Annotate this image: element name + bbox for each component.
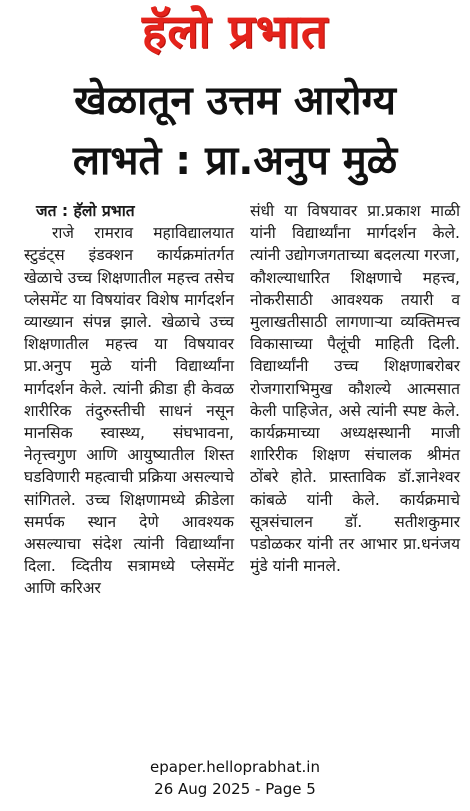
headline-line-1: खेळातून उत्तम आरोग्य xyxy=(74,78,396,124)
headline-line-2: लाभते : प्रा.अनुप मुळे xyxy=(72,138,398,184)
footer-site-url: epaper.helloprabhat.in xyxy=(150,758,320,776)
article-column-left xyxy=(24,200,234,600)
newspaper-masthead: हॅलो प्रभात xyxy=(141,4,329,58)
article-body-left: राजे रामराव महाविद्यालयात स्टुडंट्स इंडक्शन कार्यक्रमांतर्गत खेळाचे उच्च शिक्षणातील महत्त्व तसेच प्लेसमेंट या विषयांवर विशेष मार्गदर्शन व्याख्यान संपन्न झाले. खेळाचे उच्च शिक्षणातील महत्त्व या विषयावर प्रा.अनुप मुळे यांनी विद्यार्थ्यांना मार्गदर्शन केले. त्यांनी क्रीडा ही केवळ शारीरिक तंदुरुस्तीची साधनं नसून मानसिक स्वास्थ्य, संघभावना, नेतृत्त्वगुण आणि आयुष्यातील शिस्त घडविणारी महत्वाची प्रक्रिया असल्याचे सांगितले. उच्च शिक्षणामध्ये क्रीडेला समर्पक स्थान देणे आवश्यक असल्याचा संदेश त्यांनी विद्यार्थ्यांना दिला. व्दितीय सत्रामध्ये प्लेसमेंट आणि करिअर xyxy=(24,224,234,598)
article-dateline: जत : हॅलो प्रभात xyxy=(36,202,135,220)
article-column-right xyxy=(250,200,460,577)
footer-date-page: 26 Aug 2025 - Page 5 xyxy=(154,780,316,798)
article-body-right: संधी या विषयावर प्रा.प्रकाश माळी यांनी विद्यार्थ्यांना मार्गदर्शन केले. त्यांनी उद्योगजगताच्या बदलत्या गरजा, कौशल्याधारित शिक्षणाचे महत्त्व, नोकरीसाठी आवश्यक तयारी व मुलाखतीसाठी लागणाऱ्या व्यक्तिमत्त्व विकासाच्या पैलूंची माहिती दिली. विद्यार्थ्यांनी उच्च शिक्षणाबरोबर रोजगाराभिमुख कौशल्ये आत्मसात केली पाहिजेत, असे त्यांनी स्पष्ट केले. कार्यक्रमाच्या अध्यक्षस्थानी माजी शारिरीक शिक्षण संचालक श्रीमंत ठोंबरे होते. प्रास्ताविक डॉ.ज्ञानेश्वर कांबळे यांनी केले. कार्यक्रमाचे सूत्रसंचालन डॉ. सतीशकुमार पडोळकर यांनी तर आभार प्रा.धनंजय मुंडे यांनी मानले. xyxy=(250,202,460,576)
